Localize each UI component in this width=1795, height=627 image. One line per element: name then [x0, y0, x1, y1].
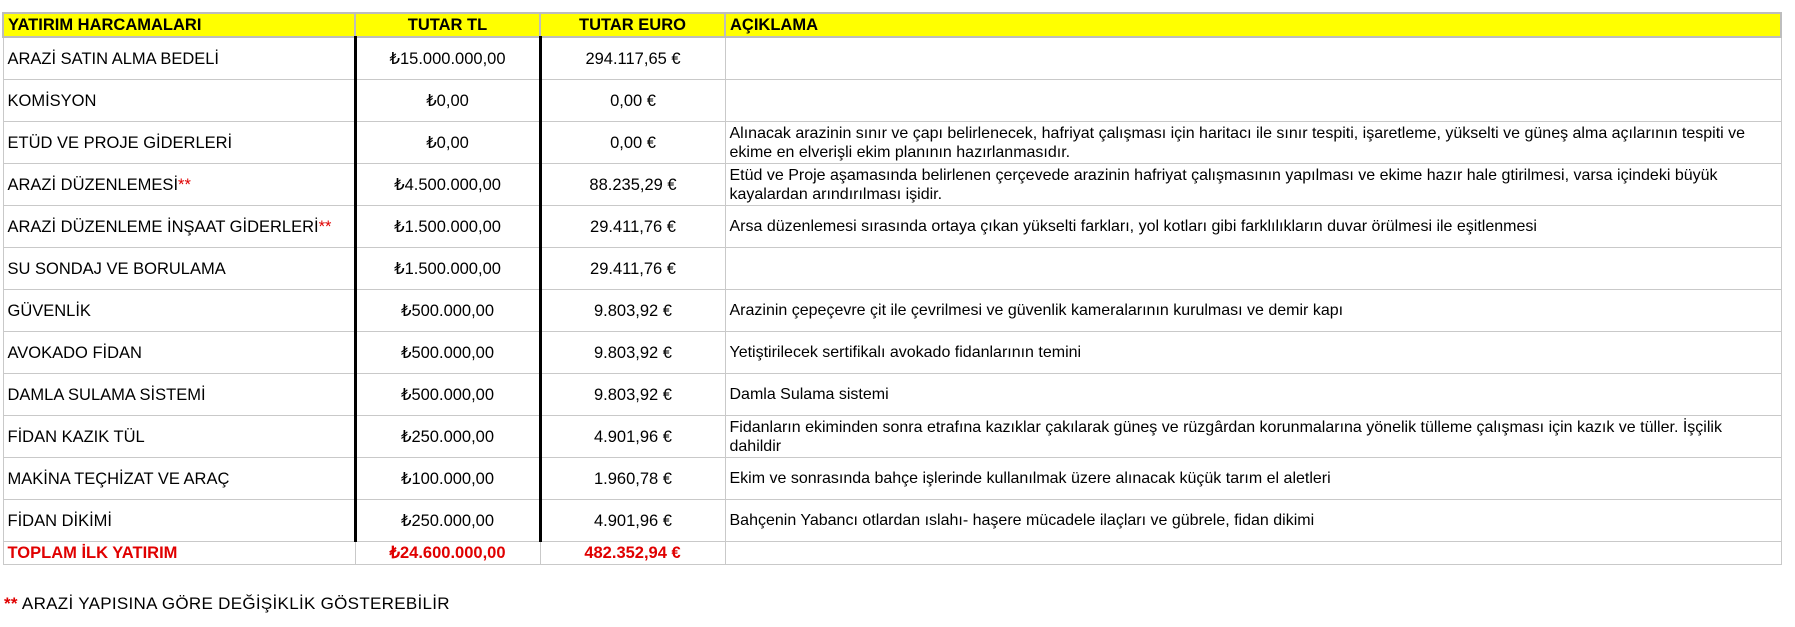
- tl-amount-cell[interactable]: ₺250.000,00: [355, 416, 540, 458]
- description-cell[interactable]: Damla Sulama sistemi: [725, 374, 1781, 416]
- description-cell[interactable]: Yetiştirilecek sertifikalı avokado fidanlarının temini: [725, 332, 1781, 374]
- item-label: ETÜD VE PROJE GİDERLERİ: [7, 133, 233, 152]
- item-cell[interactable]: [3, 248, 355, 290]
- table-row: [3, 332, 1781, 374]
- investment-table: [2, 12, 1782, 565]
- euro-amount-cell[interactable]: 88.235,29 €: [540, 164, 725, 206]
- tl-amount-cell[interactable]: ₺500.000,00: [355, 374, 540, 416]
- description-cell[interactable]: Alınacak arazinin sınır ve çapı belirlenecek, hafriyat çalışması için haritacı ile sınır tespiti, işaretleme, yükselti ve güneş alma açılarının tespiti ve ekime en elverişli ekim planının hazırlanmasıdır.: [725, 122, 1781, 164]
- table-row: [3, 290, 1781, 332]
- item-cell[interactable]: [3, 164, 355, 206]
- euro-amount-cell[interactable]: 0,00 €: [540, 122, 725, 164]
- description-cell[interactable]: [725, 37, 1781, 80]
- description-cell[interactable]: Etüd ve Proje aşamasında belirlenen çerçevede arazinin hafriyat çalışmasının yapılması ve ekime hazır hale gtirilmesi, varsa içindeki büyük kayalardan arındırılması işidir.: [725, 164, 1781, 206]
- item-label: FİDAN KAZIK TÜL: [7, 427, 145, 446]
- table-row: [3, 37, 1781, 80]
- item-label: MAKİNA TEÇHİZAT VE ARAÇ: [7, 469, 230, 488]
- tl-amount-cell[interactable]: ₺4.500.000,00: [355, 164, 540, 206]
- spreadsheet: [2, 12, 1782, 565]
- euro-amount-cell[interactable]: 9.803,92 €: [540, 332, 725, 374]
- item-label: GÜVENLİK: [7, 301, 91, 320]
- item-cell[interactable]: [3, 416, 355, 458]
- table-row: [3, 206, 1781, 248]
- tl-amount-cell[interactable]: ₺0,00: [355, 80, 540, 122]
- footnote: [4, 594, 450, 614]
- table-row: [3, 374, 1781, 416]
- total-label[interactable]: TOPLAM İLK YATIRIM: [3, 542, 355, 565]
- euro-amount-cell[interactable]: 294.117,65 €: [540, 37, 725, 80]
- euro-amount-cell[interactable]: 0,00 €: [540, 80, 725, 122]
- tl-amount-cell[interactable]: ₺1.500.000,00: [355, 248, 540, 290]
- item-label: AVOKADO FİDAN: [7, 343, 142, 362]
- euro-amount-cell[interactable]: 4.901,96 €: [540, 416, 725, 458]
- tl-amount-cell[interactable]: ₺15.000.000,00: [355, 37, 540, 80]
- total-description-cell[interactable]: [725, 542, 1781, 565]
- table-row: [3, 248, 1781, 290]
- total-row: [3, 542, 1781, 565]
- item-cell[interactable]: [3, 374, 355, 416]
- euro-amount-cell[interactable]: 29.411,76 €: [540, 206, 725, 248]
- item-label: ARAZİ SATIN ALMA BEDELİ: [7, 49, 220, 68]
- item-label: KOMİSYON: [7, 91, 97, 110]
- description-cell[interactable]: Arsa düzenlemesi sırasında ortaya çıkan yükselti farkları, yol kotları gibi farklılıkların duvar örülmesi ile eşitlenmesi: [725, 206, 1781, 248]
- description-cell[interactable]: Bahçenin Yabancı otlardan ıslahı- haşere mücadele ilaçları ve gübrele, fidan dikimi: [725, 500, 1781, 542]
- item-label: ARAZİ DÜZENLEME İNŞAAT GİDERLERİ: [7, 217, 319, 236]
- table-row: [3, 416, 1781, 458]
- tl-amount-cell[interactable]: ₺500.000,00: [355, 290, 540, 332]
- euro-amount-cell[interactable]: 29.411,76 €: [540, 248, 725, 290]
- item-cell[interactable]: [3, 206, 355, 248]
- item-note-marker: **: [318, 217, 332, 236]
- header-description[interactable]: AÇIKLAMA: [725, 13, 1781, 37]
- item-cell[interactable]: [3, 37, 355, 80]
- item-label: SU SONDAJ VE BORULAMA: [7, 259, 226, 278]
- description-cell[interactable]: [725, 248, 1781, 290]
- total-euro[interactable]: 482.352,94 €: [540, 542, 725, 565]
- tl-amount-cell[interactable]: ₺1.500.000,00: [355, 206, 540, 248]
- tl-amount-cell[interactable]: ₺500.000,00: [355, 332, 540, 374]
- euro-amount-cell[interactable]: 4.901,96 €: [540, 500, 725, 542]
- header-tl[interactable]: TUTAR TL: [355, 13, 540, 37]
- table-row: [3, 500, 1781, 542]
- footnote-text: ARAZİ YAPISINA GÖRE DEĞİŞİKLİK GÖSTEREBİLİR: [17, 594, 450, 613]
- item-cell[interactable]: [3, 122, 355, 164]
- item-label: FİDAN DİKİMİ: [7, 511, 113, 530]
- item-label: DAMLA SULAMA SİSTEMİ: [7, 385, 206, 404]
- header-row: [3, 13, 1781, 37]
- euro-amount-cell[interactable]: 9.803,92 €: [540, 290, 725, 332]
- tl-amount-cell[interactable]: ₺250.000,00: [355, 500, 540, 542]
- description-cell[interactable]: Fidanların ekiminden sonra etrafına kazıklar çakılarak güneş ve rüzgârdan korunmalarına yönelik tülleme çalışması için kazık ve tüller. İşçilik dahildir: [725, 416, 1781, 458]
- total-tl[interactable]: ₺24.600.000,00: [355, 542, 540, 565]
- footnote-marker: **: [4, 594, 18, 613]
- item-note-marker: **: [178, 175, 191, 194]
- euro-amount-cell[interactable]: 9.803,92 €: [540, 374, 725, 416]
- table-row: [3, 458, 1781, 500]
- table-row: [3, 164, 1781, 206]
- item-cell[interactable]: [3, 458, 355, 500]
- euro-amount-cell[interactable]: 1.960,78 €: [540, 458, 725, 500]
- description-cell[interactable]: [725, 80, 1781, 122]
- item-label: ARAZİ DÜZENLEMESİ: [7, 175, 179, 194]
- item-cell[interactable]: [3, 500, 355, 542]
- description-cell[interactable]: Arazinin çepeçevre çit ile çevrilmesi ve güvenlik kameralarının kurulması ve demir kapı: [725, 290, 1781, 332]
- header-item[interactable]: YATIRIM HARCAMALARI: [3, 13, 355, 37]
- item-cell[interactable]: [3, 290, 355, 332]
- tl-amount-cell[interactable]: ₺0,00: [355, 122, 540, 164]
- description-cell[interactable]: Ekim ve sonrasında bahçe işlerinde kullanılmak üzere alınacak küçük tarım el aletleri: [725, 458, 1781, 500]
- item-cell[interactable]: [3, 80, 355, 122]
- header-euro[interactable]: TUTAR EURO: [540, 13, 725, 37]
- table-row: [3, 122, 1781, 164]
- tl-amount-cell[interactable]: ₺100.000,00: [355, 458, 540, 500]
- table-row: [3, 80, 1781, 122]
- item-cell[interactable]: [3, 332, 355, 374]
